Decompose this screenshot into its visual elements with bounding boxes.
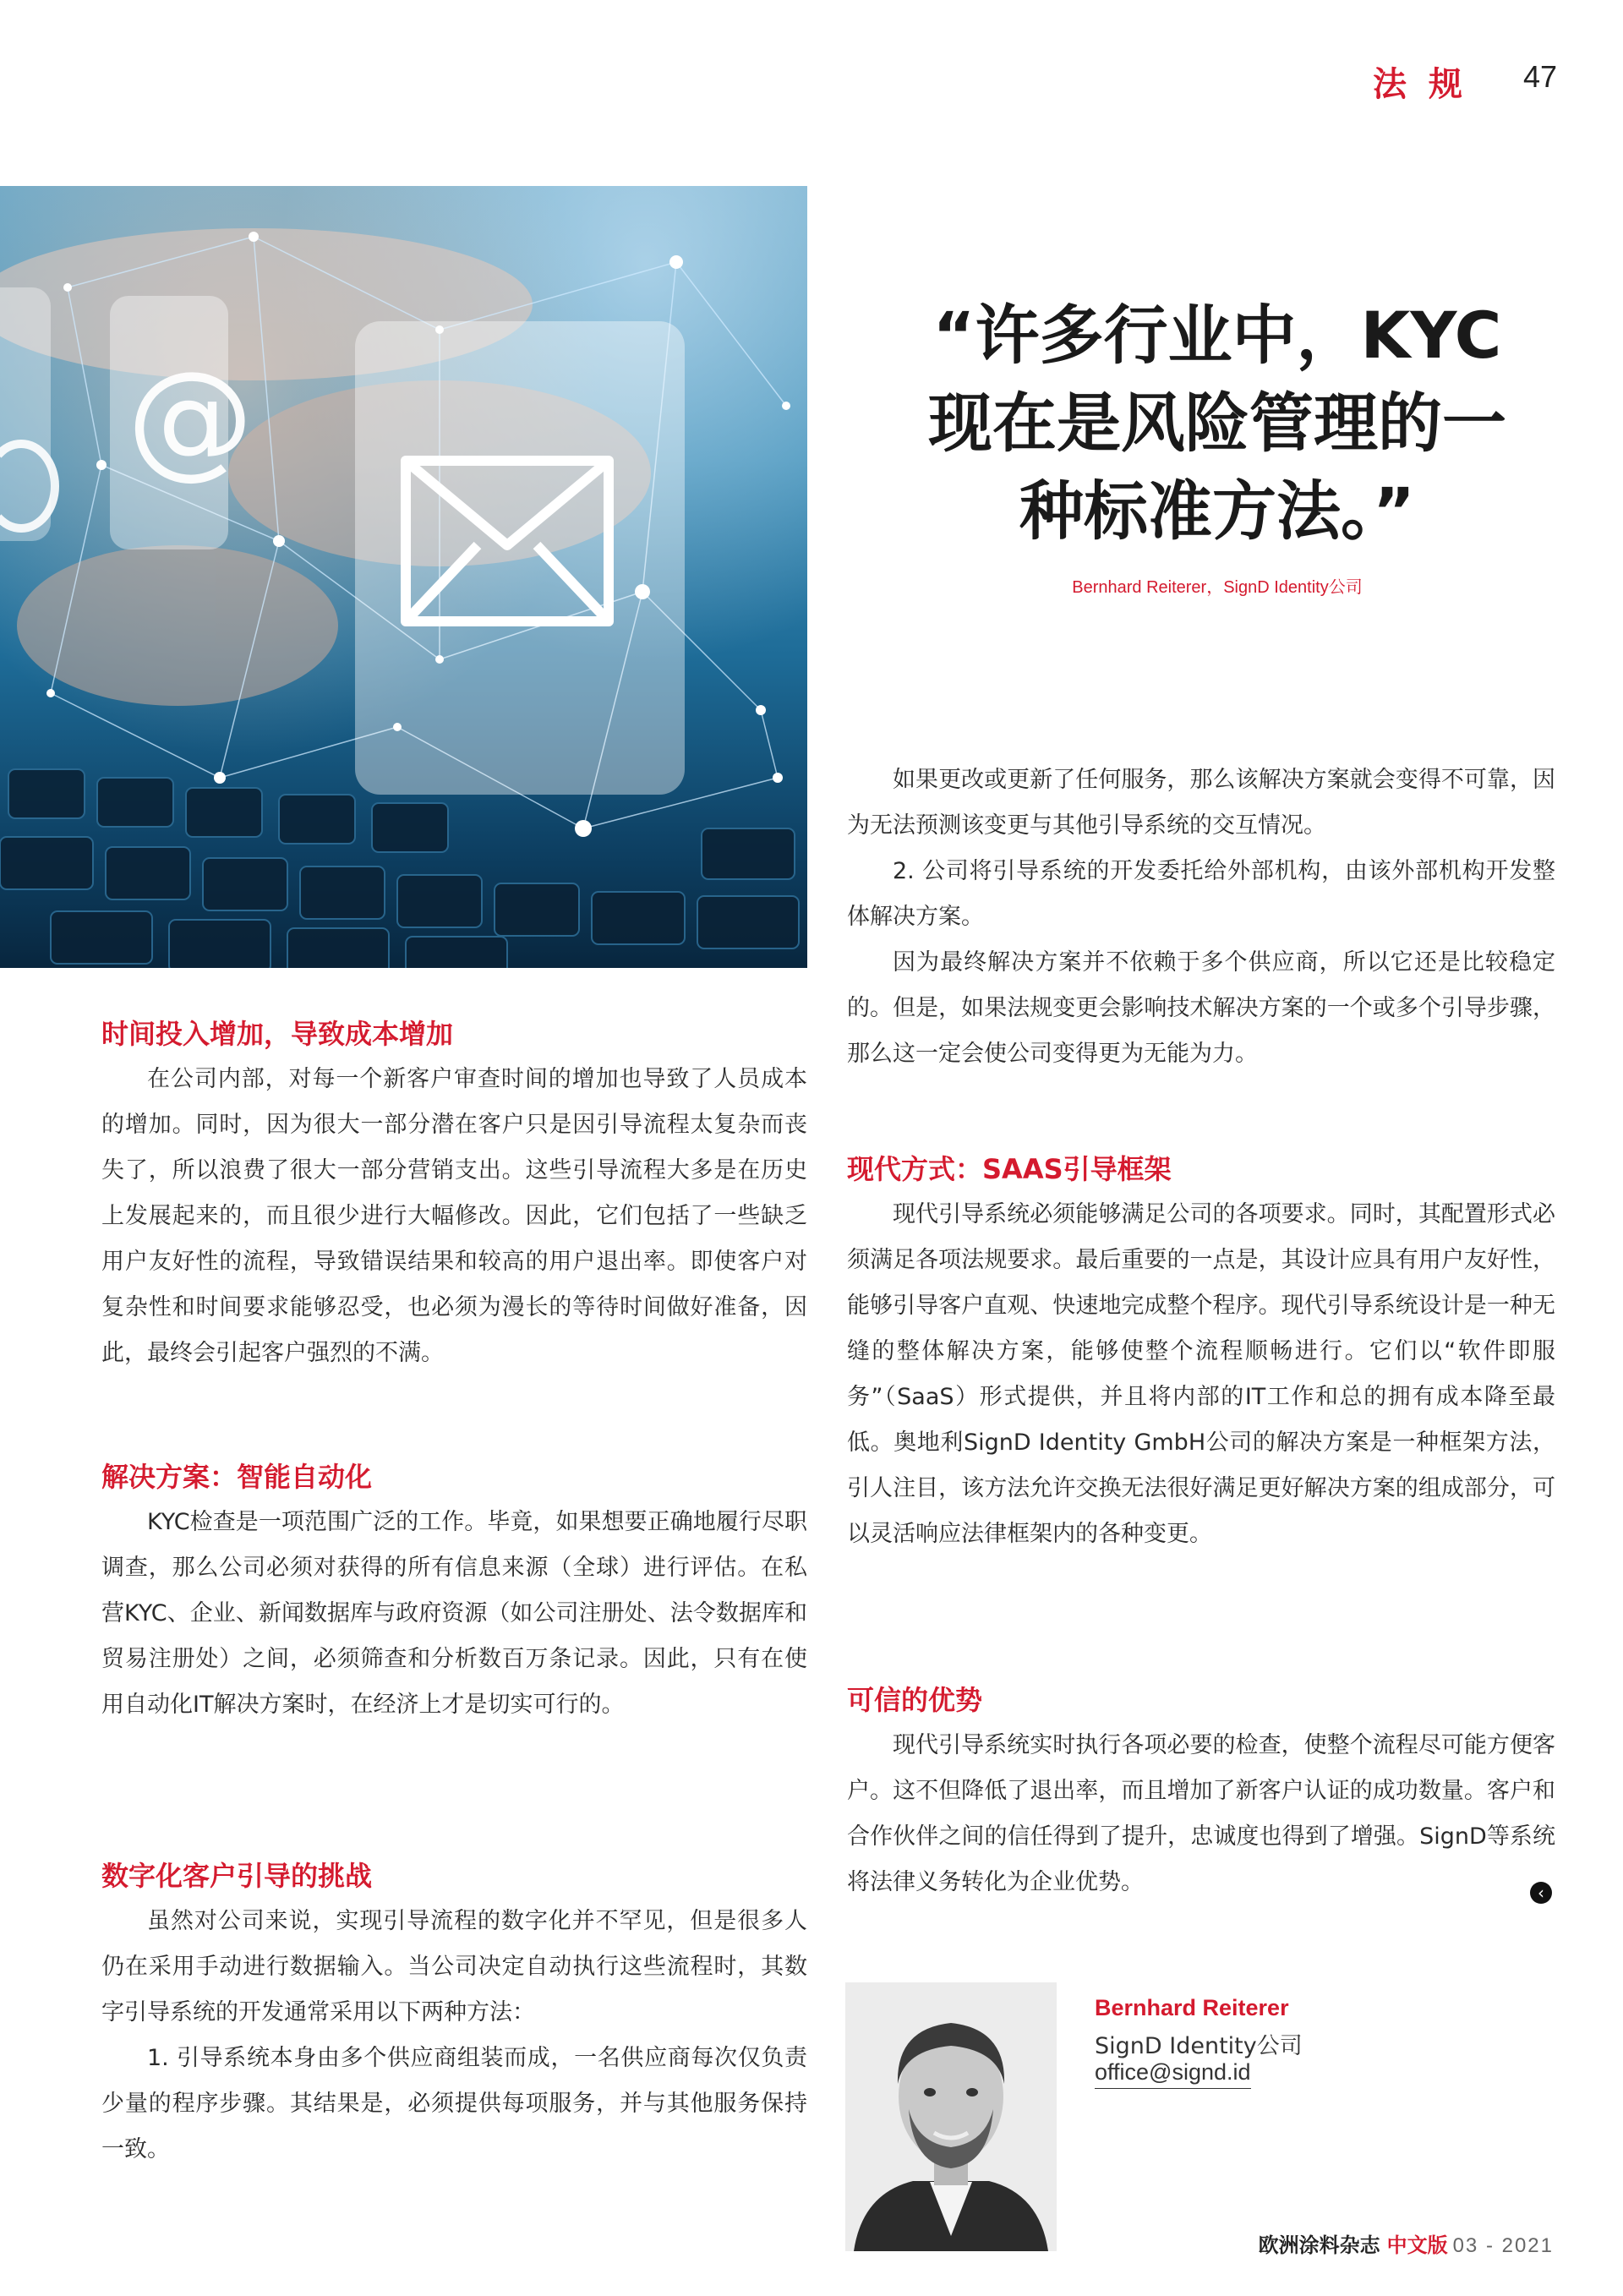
footer xyxy=(1259,2228,1554,2258)
chevron-left-circle-icon: ‹ xyxy=(1530,1882,1552,1904)
issue-number: 03 - 2021 xyxy=(1452,2234,1554,2257)
section-heading: 可信的优势 xyxy=(847,1684,983,1716)
paragraph: 1. 引导系统本身由多个供应商组装而成，一名供应商每次仅负责少量的程序步骤。其结果是，必须提供每项服务，并与其他服务保持一致。 xyxy=(101,2045,807,2162)
pull-quote xyxy=(845,292,1589,555)
paragraph: 现代引导系统实时执行各项必要的检查，使整个流程尽可能方便客户。这不但降低了退出率，而且增加了新客户认证的成功数量。客户和合作伙伴之间的信任得到了提升，忠诚度也得到了增强。SignD等系统将法律义务转化为企业优势。 xyxy=(847,1732,1555,1895)
left-column-section-3 xyxy=(101,1853,807,2173)
section-heading: 现代方式：SAAS引导框架 xyxy=(847,1153,1172,1185)
left-column-section-2 xyxy=(101,1454,807,1728)
right-column-continuation xyxy=(847,757,1555,1077)
paragraph: 虽然对公司来说，实现引导流程的数字化并不罕见，但是很多人仍在采用手动进行数据输入。当公司决定自动执行这些流程时，其数字引导系统的开发通常采用以下两种方法： xyxy=(101,1908,807,2025)
section-title: 法规 xyxy=(1373,65,1484,104)
right-column-section-2 xyxy=(847,1677,1555,1905)
left-column-section-1 xyxy=(101,1011,807,1376)
paragraph: 在公司内部，对每一个新客户审查时间的增加也导致了人员成本的增加。同时，因为很大一部分潜在客户只是因引导流程太复杂而丧失了，所以浪费了很大一部分营销支出。这些引导流程大多是在历史上发展起来的，而且很少进行大幅修改。因此，它们包括了一些缺乏用户友好性的流程，导致错误结果和较高的用户退出率。即使客户对复杂性和时间要求能够忍受，也必须为漫长的等待时间做好准备，因此，最终会引起客户强烈的不满。 xyxy=(101,1066,807,1366)
right-column-section-1 xyxy=(847,1146,1555,1557)
section-heading: 数字化客户引导的挑战 xyxy=(101,1860,373,1892)
at-sign-icon: @ xyxy=(127,345,254,492)
author-photo xyxy=(845,1982,1057,2251)
author-name: Bernhard Reiterer xyxy=(1095,1995,1289,2020)
paragraph: 因为最终解决方案并不依赖于多个供应商，所以它还是比较稳定的。但是，如果法规变更会影响技术解决方案的一个或多个引导步骤，那么这一定会使公司变得更为无能为力。 xyxy=(847,949,1555,1067)
paragraph: 现代引导系统必须能够满足公司的各项要求。同时，其配置形式必须满足各项法规要求。最后重要的一点是，其设计应具有用户友好性，能够引导客户直观、快速地完成整个程序。现代引导系统设计是一种无缝的整体解决方案，能够使整个流程顺畅进行。它们以“软件即服务”（SaaS）形式提供，并且将内部的IT工作和总的拥有成本降至最低。奥地利SignD Identity GmbH公司的解决方案是一种框架方法，引人注目，该方法允许交换无法很好满足更好解决方案的组成部分，可以灵活响应法律框架内的各种变更。 xyxy=(847,1201,1555,1547)
author-organization: SignD Identity公司 xyxy=(1095,2033,1303,2059)
envelope-icon xyxy=(397,444,617,630)
paragraph: 如果更改或更新了任何服务，那么该解决方案就会变得不可靠，因为无法预测该变更与其他引导系统的交互情况。 xyxy=(847,767,1555,839)
pull-quote-line: 种标准方法。” xyxy=(1019,473,1415,549)
hero-image xyxy=(0,186,807,968)
paragraph: 2. 公司将引导系统的开发委托给外部机构，由该外部机构开发整体解决方案。 xyxy=(847,858,1555,930)
edition-label: 中文版 xyxy=(1386,2233,1448,2257)
pull-quote-line: “许多行业中，KYC xyxy=(932,298,1502,373)
section-heading: 时间投入增加，导致成本增加 xyxy=(101,1018,454,1050)
page-number: 47 xyxy=(1522,59,1557,94)
paragraph: KYC检查是一项范围广泛的工作。毕竟，如果想要正确地履行尽职调查，那么公司必须对获得的所有信息来源（全球）进行评估。在私营KYC、企业、新闻数据库与政府资源（如公司注册处、法令数据库和贸易注册处）之间，必须筛查和分析数百万条记录。因此，只有在使用自动化IT解决方案时，在经济上才是切实可行的。 xyxy=(101,1509,807,1718)
section-heading: 解决方案：智能自动化 xyxy=(101,1461,373,1493)
author-email-link[interactable]: office@signd.id xyxy=(1095,2059,1251,2089)
quote-attribution: Bernhard Reiterer，SignD Identity公司 xyxy=(1072,578,1363,597)
pull-quote-line: 现在是风险管理的一 xyxy=(928,385,1506,461)
magazine-name: 欧洲涂料杂志 xyxy=(1258,2233,1380,2257)
